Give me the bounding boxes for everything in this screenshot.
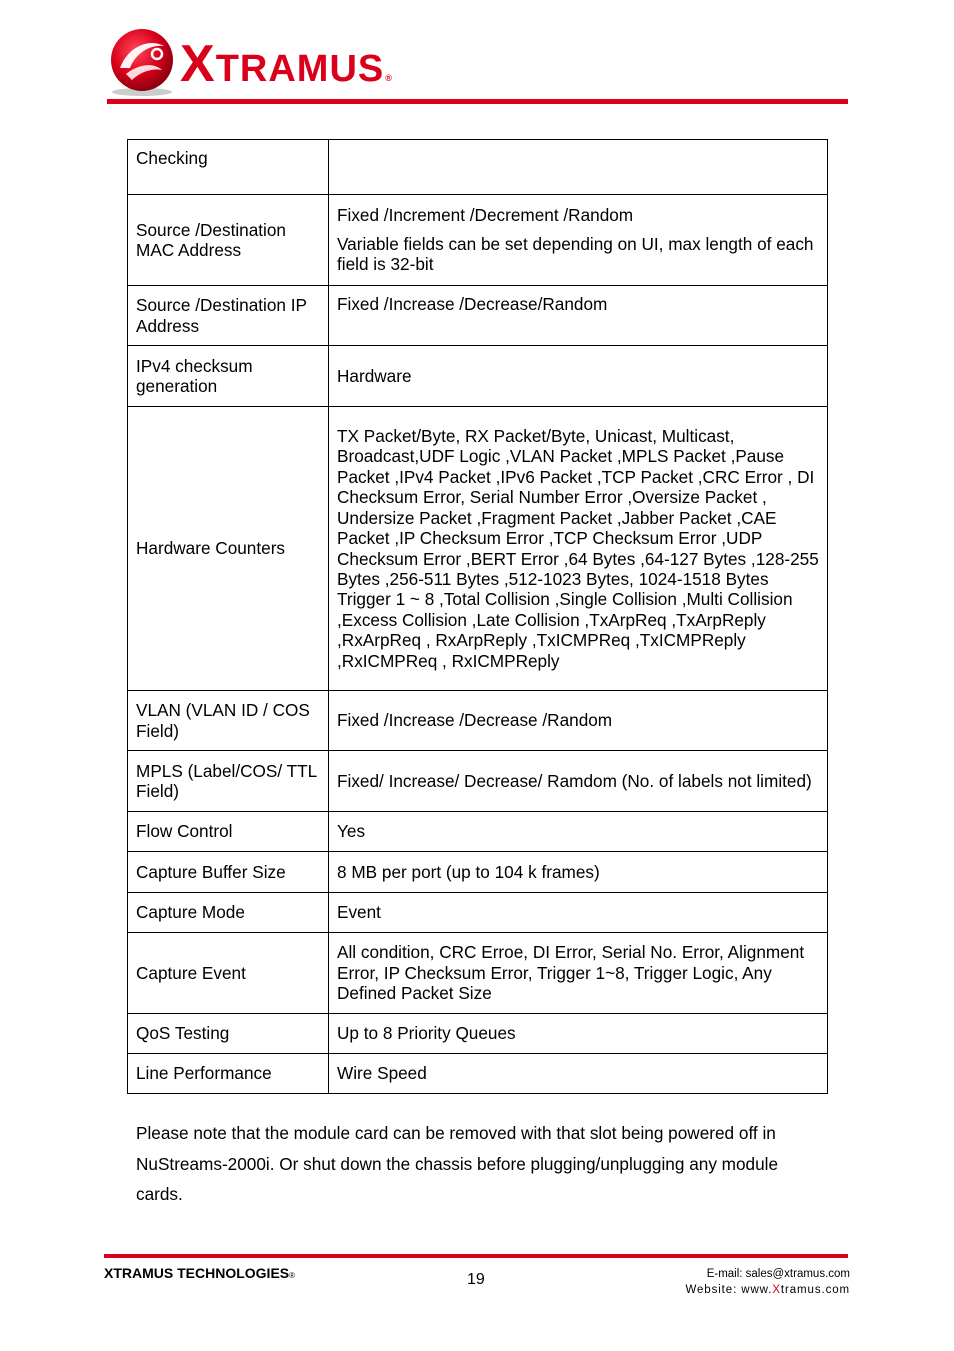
logo-emblem-icon (102, 24, 182, 100)
table-row (128, 286, 828, 346)
table-row (128, 407, 828, 691)
footer-divider (104, 1254, 848, 1258)
spec-label: Line Performance (128, 1054, 329, 1094)
table-row (128, 346, 828, 407)
spec-label: IPv4 checksum generation (128, 346, 329, 407)
spec-label: Flow Control (128, 812, 329, 852)
footer-email[interactable]: E-mail: sales@xtramus.com (706, 1268, 850, 1280)
spec-value (329, 140, 828, 195)
website-x: X (772, 1284, 781, 1296)
spec-value-line: Variable fields can be set depending on UI, max length of each field is 32-bit (337, 233, 814, 275)
table-row (128, 1014, 828, 1054)
brand-name-rest: TRAMUS (215, 48, 385, 90)
website-prefix: Website: www. (685, 1284, 773, 1296)
table-row (128, 852, 828, 893)
spec-label: QoS Testing (128, 1014, 329, 1054)
spec-value: Fixed /Increase /Decrease /Random (329, 691, 828, 751)
spec-value: Yes (329, 812, 828, 852)
brand-first-letter: X (180, 35, 216, 93)
table-row (128, 933, 828, 1014)
table-row (128, 691, 828, 751)
spec-value: Wire Speed (329, 1054, 828, 1094)
spec-label: Capture Buffer Size (128, 852, 329, 893)
table-row (128, 1054, 828, 1094)
table-row (128, 195, 828, 286)
spec-label: Source /Destination IP Address (128, 286, 329, 346)
spec-value: Fixed/ Increase/ Decrease/ Ramdom (No. of labels not limited) (329, 751, 828, 812)
spec-label: MPLS (Label/COS/ TTL Field) (128, 751, 329, 812)
spec-label: VLAN (VLAN ID / COS Field) (128, 691, 329, 751)
spec-value-line: Fixed /Increment /Decrement /Random (337, 205, 634, 226)
footer-registered-mark: ® (289, 1271, 296, 1280)
table-row (128, 140, 828, 195)
table-row (128, 751, 828, 812)
spec-value: Hardware (329, 346, 828, 407)
footer-company (104, 1265, 295, 1281)
website-rest: tramus.com (780, 1284, 850, 1296)
spec-value: 8 MB per port (up to 104 k frames) (329, 852, 828, 893)
page-number: 19 (467, 1271, 485, 1288)
footer-contact (685, 1266, 850, 1298)
spec-value: TX Packet/Byte, RX Packet/Byte, Unicast, Multicast, Broadcast,UDF Logic ,VLAN Packet ,MPLS Packet ,Pause Packet ,IPv4 Packet ,IPv6 Packet ,TCP Packet ,CRC Error , DI Checksum Error, Serial Number Error ,Oversize Packet , Undersize Packet ,Fragment Packet ,Jabber Packet ,CAE Packet ,IP Checksum Error ,TCP Checksum Error ,UDP Checksum Error ,BERT Error ,64 Bytes ,64-127 Bytes ,128-255 Bytes ,256-511 Bytes ,512-1023 Bytes, 1024-1518 Bytes Trigger 1 ~ 8 ,Total Collision ,Single Collision ,Multi Collision ,Excess Collision ,Late Collision ,TxArpReq ,TxArpReply ,RxArpReq , RxArpReply ,TxICMPReq ,TxICMPReply ,RxICMPReq , RxICMPReply (329, 407, 828, 691)
brand-registered-mark: ® (385, 73, 393, 83)
spec-label: Capture Event (128, 933, 329, 1014)
xtramus-logo (102, 24, 432, 100)
spec-label: Checking (128, 140, 329, 195)
table-row (128, 812, 828, 852)
header-divider (107, 99, 848, 104)
module-card-note: Please note that the module card can be removed with that slot being powered off in NuStreams-2000i. Or shut down the chassis before plugging/unplugging any module cards. (136, 1123, 779, 1204)
spec-value (329, 195, 828, 286)
footer-company-name: XTRAMUS TECHNOLOGIES (104, 1265, 290, 1281)
table-row (128, 893, 828, 933)
spec-label: Capture Mode (128, 893, 329, 933)
footer-website[interactable] (685, 1282, 850, 1298)
spec-value: Up to 8 Priority Queues (329, 1014, 828, 1054)
spec-value: All condition, CRC Erroe, DI Error, Serial No. Error, Alignment Error, IP Checksum Error, Trigger 1~8, Trigger Logic, Any Defined Packet Size (329, 933, 828, 1014)
spec-value: Fixed /Increase /Decrease/Random (329, 286, 828, 346)
spec-label: Source /Destination MAC Address (128, 195, 329, 286)
specification-table (127, 139, 828, 1094)
spec-label: Hardware Counters (128, 407, 329, 691)
spec-value: Event (329, 893, 828, 933)
